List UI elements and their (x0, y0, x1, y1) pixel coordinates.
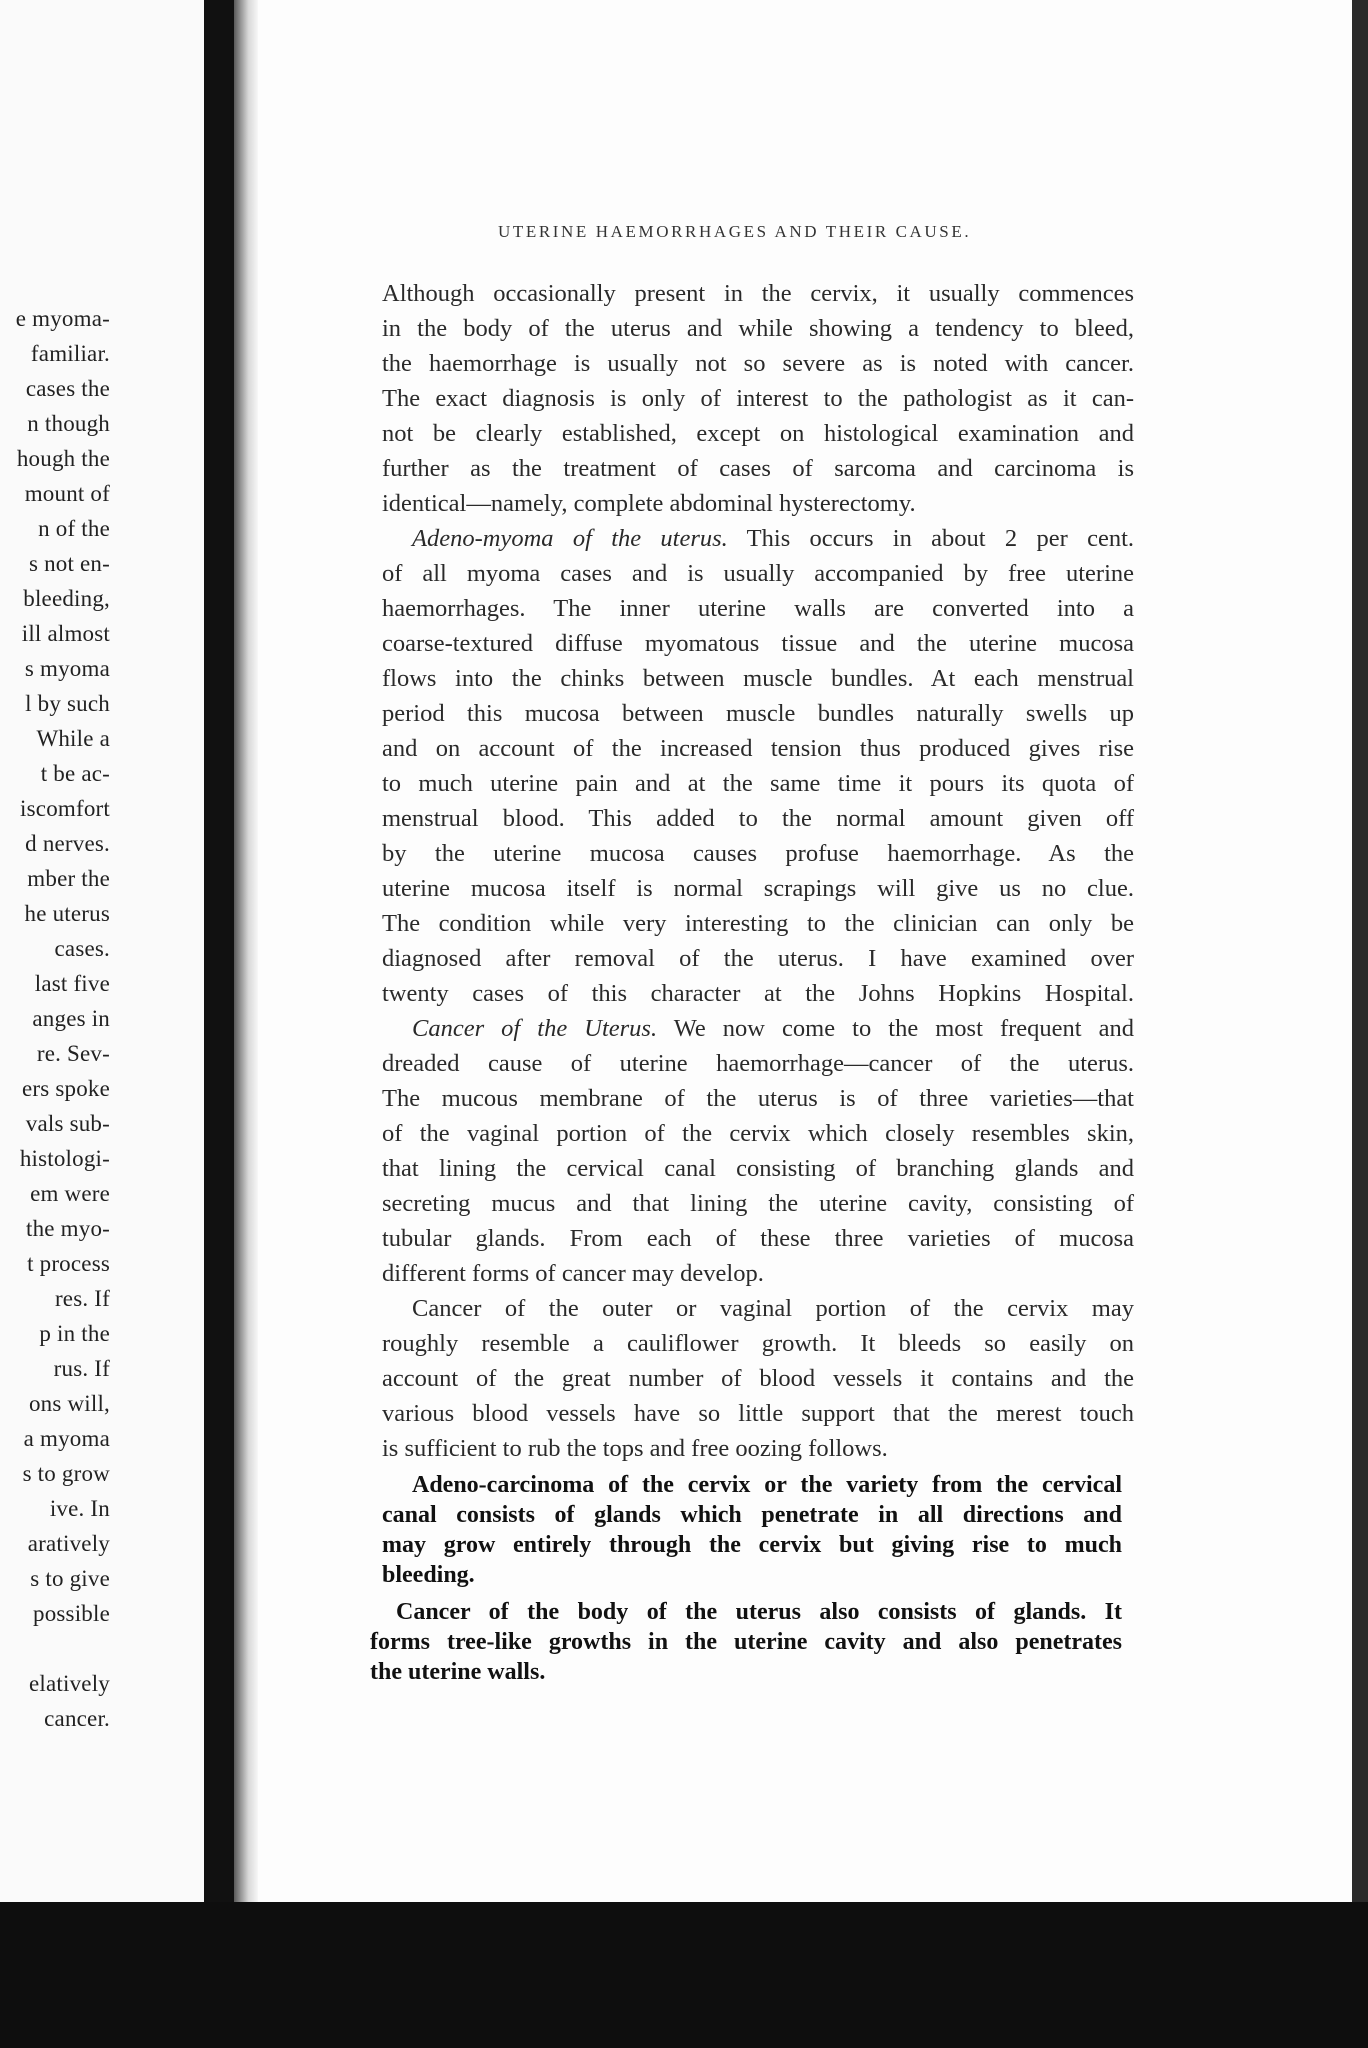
left-page-line: cases the (25, 376, 110, 401)
left-page-line: cancer. (44, 1706, 110, 1731)
text-span: We now come to the most frequent and (657, 1015, 1134, 1042)
text-line: roughly resemble a cauliflower growth. It bleeds so easily on (382, 1330, 1134, 1357)
left-page-line: he uterus (24, 901, 110, 926)
left-page-line: mount of (24, 481, 110, 506)
text-line: coarse-textured diffuse myomatous tissue and the uterine mucosa (382, 630, 1134, 657)
italic-heading: Cancer of the Uterus. (412, 1015, 658, 1042)
text-line: flows into the chinks between muscle bundles. At each menstrual (382, 665, 1134, 692)
text-line: of the vaginal portion of the cervix which closely resembles skin, (382, 1120, 1134, 1147)
text-line: tubular glands. From each of these three varieties of mucosa (382, 1225, 1134, 1252)
text-line: further as the treatment of cases of sarcoma and carcinoma is (382, 455, 1134, 482)
text-line: that lining the cervical canal consisting of branching glands and (382, 1155, 1134, 1182)
text-line: diagnosed after removal of the uterus. I have examined over (382, 945, 1134, 972)
text-line: different forms of cancer may develop. (382, 1260, 764, 1287)
text-line: The condition while very interesting to the clinician can only be (382, 910, 1134, 937)
left-page-line: iscomfort (20, 796, 110, 821)
text-line: Although occasionally present in the cervix, it usually commences (382, 280, 1134, 307)
left-page-line: ive. In (49, 1496, 110, 1521)
left-page-line: aratively (27, 1531, 110, 1556)
left-page-line: d nerves. (25, 831, 110, 856)
text-line: Cancer of the outer or vaginal portion of the cervix may (412, 1295, 1134, 1322)
left-page-line: n of the (38, 516, 110, 541)
text-line: Adeno-carcinoma of the cervix or the variety from the cervical (412, 1472, 1122, 1498)
left-page-line: rus. If (53, 1356, 110, 1381)
text-line (412, 527, 1134, 552)
left-page-line: mber the (27, 866, 110, 891)
text-line: The exact diagnosis is only of interest to the pathologist as it can- (382, 385, 1134, 412)
text-span: This occurs in about 2 per cent. (727, 525, 1134, 552)
text-line: in the body of the uterus and while showing a tendency to bleed, (382, 315, 1134, 342)
left-page-line: hough the (16, 446, 110, 471)
left-page-line: vals sub- (25, 1111, 110, 1136)
text-line: period this mucosa between muscle bundles naturally swells up (382, 700, 1134, 727)
left-page-line: elatively (29, 1671, 110, 1696)
text-line: may grow entirely through the cervix but giving rise to much (382, 1532, 1122, 1558)
left-page-line: s myoma (24, 656, 110, 681)
left-page-line: t process (27, 1251, 110, 1276)
left-page-line: a myoma (23, 1426, 110, 1451)
text-line: secreting mucus and that lining the uterine cavity, consisting of (382, 1190, 1134, 1217)
left-page-line: ill almost (21, 621, 110, 646)
left-page-line: ers spoke (21, 1076, 110, 1101)
left-page-line: familiar. (30, 341, 110, 366)
left-page-line: anges in (32, 1006, 110, 1031)
text-line: twenty cases of this character at the Johns Hopkins Hospital. (382, 980, 1134, 1007)
scan-background-bottom (0, 1902, 1368, 2048)
left-page-line: last five (34, 971, 110, 996)
text-line: account of the great number of blood vessels it contains and the (382, 1365, 1134, 1392)
text-line: menstrual blood. This added to the normal amount given off (382, 805, 1134, 832)
text-line (412, 1017, 1134, 1042)
text-line: identical—namely, complete abdominal hysterectomy. (382, 490, 916, 517)
left-page-line: bleeding, (23, 586, 110, 611)
left-page-line: While a (36, 726, 110, 751)
text-line: bleeding. (382, 1562, 475, 1588)
text-line: haemorrhages. The inner uterine walls are converted into a (382, 595, 1134, 622)
text-line: uterine mucosa itself is normal scrapings will give us no clue. (382, 875, 1134, 902)
left-page-line: e myoma- (15, 306, 110, 331)
left-page-line: s to grow (22, 1461, 110, 1486)
left-page-line: the myo- (26, 1216, 110, 1241)
text-line: and on account of the increased tension thus produced gives rise (382, 735, 1134, 762)
left-page-line: n though (27, 411, 110, 436)
left-page-line: possible (33, 1601, 110, 1626)
text-line: forms tree-like growths in the uterine cavity and also penetrates (370, 1629, 1122, 1655)
text-line: The mucous membrane of the uterus is of three varieties—that (382, 1085, 1134, 1112)
left-page-line: l by such (25, 691, 110, 716)
left-page-line: histologi- (19, 1146, 110, 1171)
italic-heading: Adeno-myoma of the uterus. (412, 525, 728, 552)
text-line: canal consists of glands which penetrate in all directions and (382, 1502, 1122, 1528)
left-page-line: t be ac- (40, 761, 110, 786)
page-edge-right (1352, 0, 1368, 1902)
left-page-line: s to give (30, 1566, 110, 1591)
text-line: Cancer of the body of the uterus also consists of glands. It (396, 1599, 1122, 1625)
book-gutter (204, 0, 234, 1902)
left-page-line: p in the (39, 1321, 110, 1346)
text-line: various blood vessels have so little support that the merest touch (382, 1400, 1134, 1427)
left-page-line: res. If (54, 1286, 110, 1311)
text-line: dreaded cause of uterine haemorrhage—cancer of the uterus. (382, 1050, 1134, 1077)
running-head: UTERINE HAEMORRHAGES AND THEIR CAUSE. (498, 222, 972, 241)
left-page-line: re. Sev- (36, 1041, 110, 1066)
text-line: by the uterine mucosa causes profuse haemorrhage. As the (382, 840, 1134, 867)
text-line: the uterine walls. (370, 1659, 546, 1685)
left-page-line: cases. (54, 936, 110, 961)
text-line: to much uterine pain and at the same time it pours its quota of (382, 770, 1134, 797)
facing-page-left (0, 0, 204, 1902)
text-line: not be clearly established, except on histological examination and (382, 420, 1134, 447)
gutter-shadow (234, 0, 258, 1902)
text-line: is sufficient to rub the tops and free oozing follows. (382, 1435, 888, 1462)
text-line: of all myoma cases and is usually accompanied by free uterine (382, 560, 1134, 587)
left-page-line: em were (30, 1181, 110, 1206)
text-line: the haemorrhage is usually not so severe as is noted with cancer. (382, 350, 1134, 377)
left-page-line: s not en- (28, 551, 110, 576)
left-page-line: ons will, (28, 1391, 110, 1416)
